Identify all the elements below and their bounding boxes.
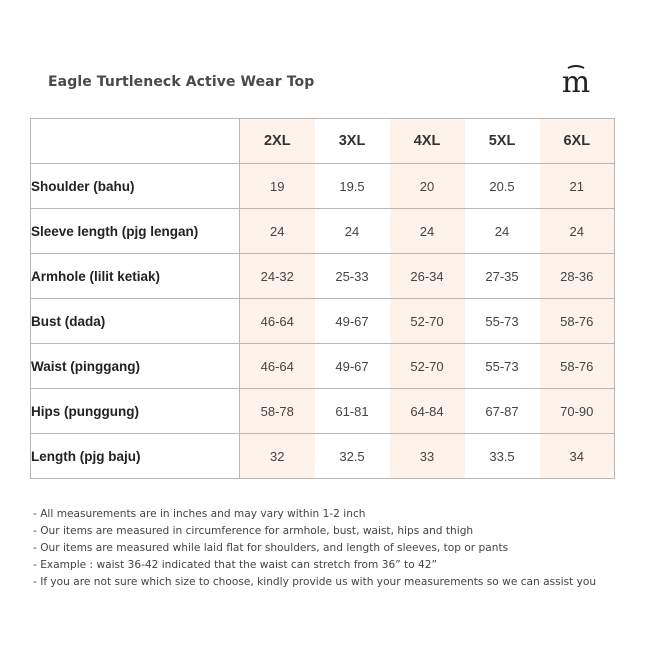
note-line: - Our items are measured while laid flat for shoulders, and length of sleeves, top or pants [33,542,509,554]
header-corner [31,119,240,164]
cell-value: 70-90 [540,389,615,434]
cell-value: 19.5 [315,164,390,209]
cell-value: 64-84 [390,389,465,434]
cell-value: 52-70 [390,299,465,344]
cell-value: 24 [315,209,390,254]
cell-value: 32 [240,434,315,479]
cell-value: 21 [540,164,615,209]
note-line: - If you are not sure which size to choose, kindly provide us with your measurements so we can assist you [33,576,597,588]
table-row [31,299,615,344]
cell-value: 61-81 [315,389,390,434]
cell-value: 46-64 [240,344,315,389]
note-line: - Example : waist 36-42 indicated that the waist can stretch from 36” to 42” [33,559,438,571]
cell-value: 19 [240,164,315,209]
size-chart-table [30,118,615,479]
size-header-2xl: 2XL [240,119,315,164]
cell-value: 34 [540,434,615,479]
size-header-6xl: 6XL [540,119,615,164]
page-title: Eagle Turtleneck Active Wear Top [48,74,315,90]
row-label: Sleeve length (pjg lengan) [31,209,240,254]
cell-value: 33 [390,434,465,479]
note-line: - Our items are measured in circumference for armhole, bust, waist, hips and thigh [33,525,474,537]
table-row [31,209,615,254]
header-row [31,119,615,164]
cell-value: 24 [390,209,465,254]
size-header-3xl: 3XL [315,119,390,164]
size-header-4xl: 4XL [390,119,465,164]
cell-value: 49-67 [315,299,390,344]
cell-value: 28-36 [540,254,615,299]
svg-text:m: m [561,65,591,100]
cell-value: 26-34 [390,254,465,299]
cell-value: 25-33 [315,254,390,299]
cell-value: 58-76 [540,344,615,389]
cell-value: 20 [390,164,465,209]
size-header-5xl: 5XL [465,119,540,164]
cell-value: 24 [240,209,315,254]
cell-value: 27-35 [465,254,540,299]
cell-value: 33.5 [465,434,540,479]
cell-value: 24 [540,209,615,254]
cell-value: 20.5 [465,164,540,209]
measurement-notes [33,506,596,591]
cell-value: 58-76 [540,299,615,344]
table-row [31,434,615,479]
row-label: Length (pjg baju) [31,434,240,479]
cell-value: 32.5 [315,434,390,479]
table-row [31,389,615,434]
note-line: - All measurements are in inches and may vary within 1-2 inch [33,508,366,520]
row-label: Waist (pinggang) [31,344,240,389]
cell-value: 55-73 [465,299,540,344]
table-row [31,164,615,209]
cell-value: 67-87 [465,389,540,434]
brand-logo [556,62,596,102]
table-row [31,344,615,389]
cell-value: 46-64 [240,299,315,344]
cell-value: 49-67 [315,344,390,389]
cell-value: 24 [465,209,540,254]
row-label: Shoulder (bahu) [31,164,240,209]
cell-value: 58-78 [240,389,315,434]
table-row [31,254,615,299]
cell-value: 55-73 [465,344,540,389]
row-label: Hips (punggung) [31,389,240,434]
cell-value: 24-32 [240,254,315,299]
row-label: Armhole (lilit ketiak) [31,254,240,299]
cell-value: 52-70 [390,344,465,389]
row-label: Bust (dada) [31,299,240,344]
